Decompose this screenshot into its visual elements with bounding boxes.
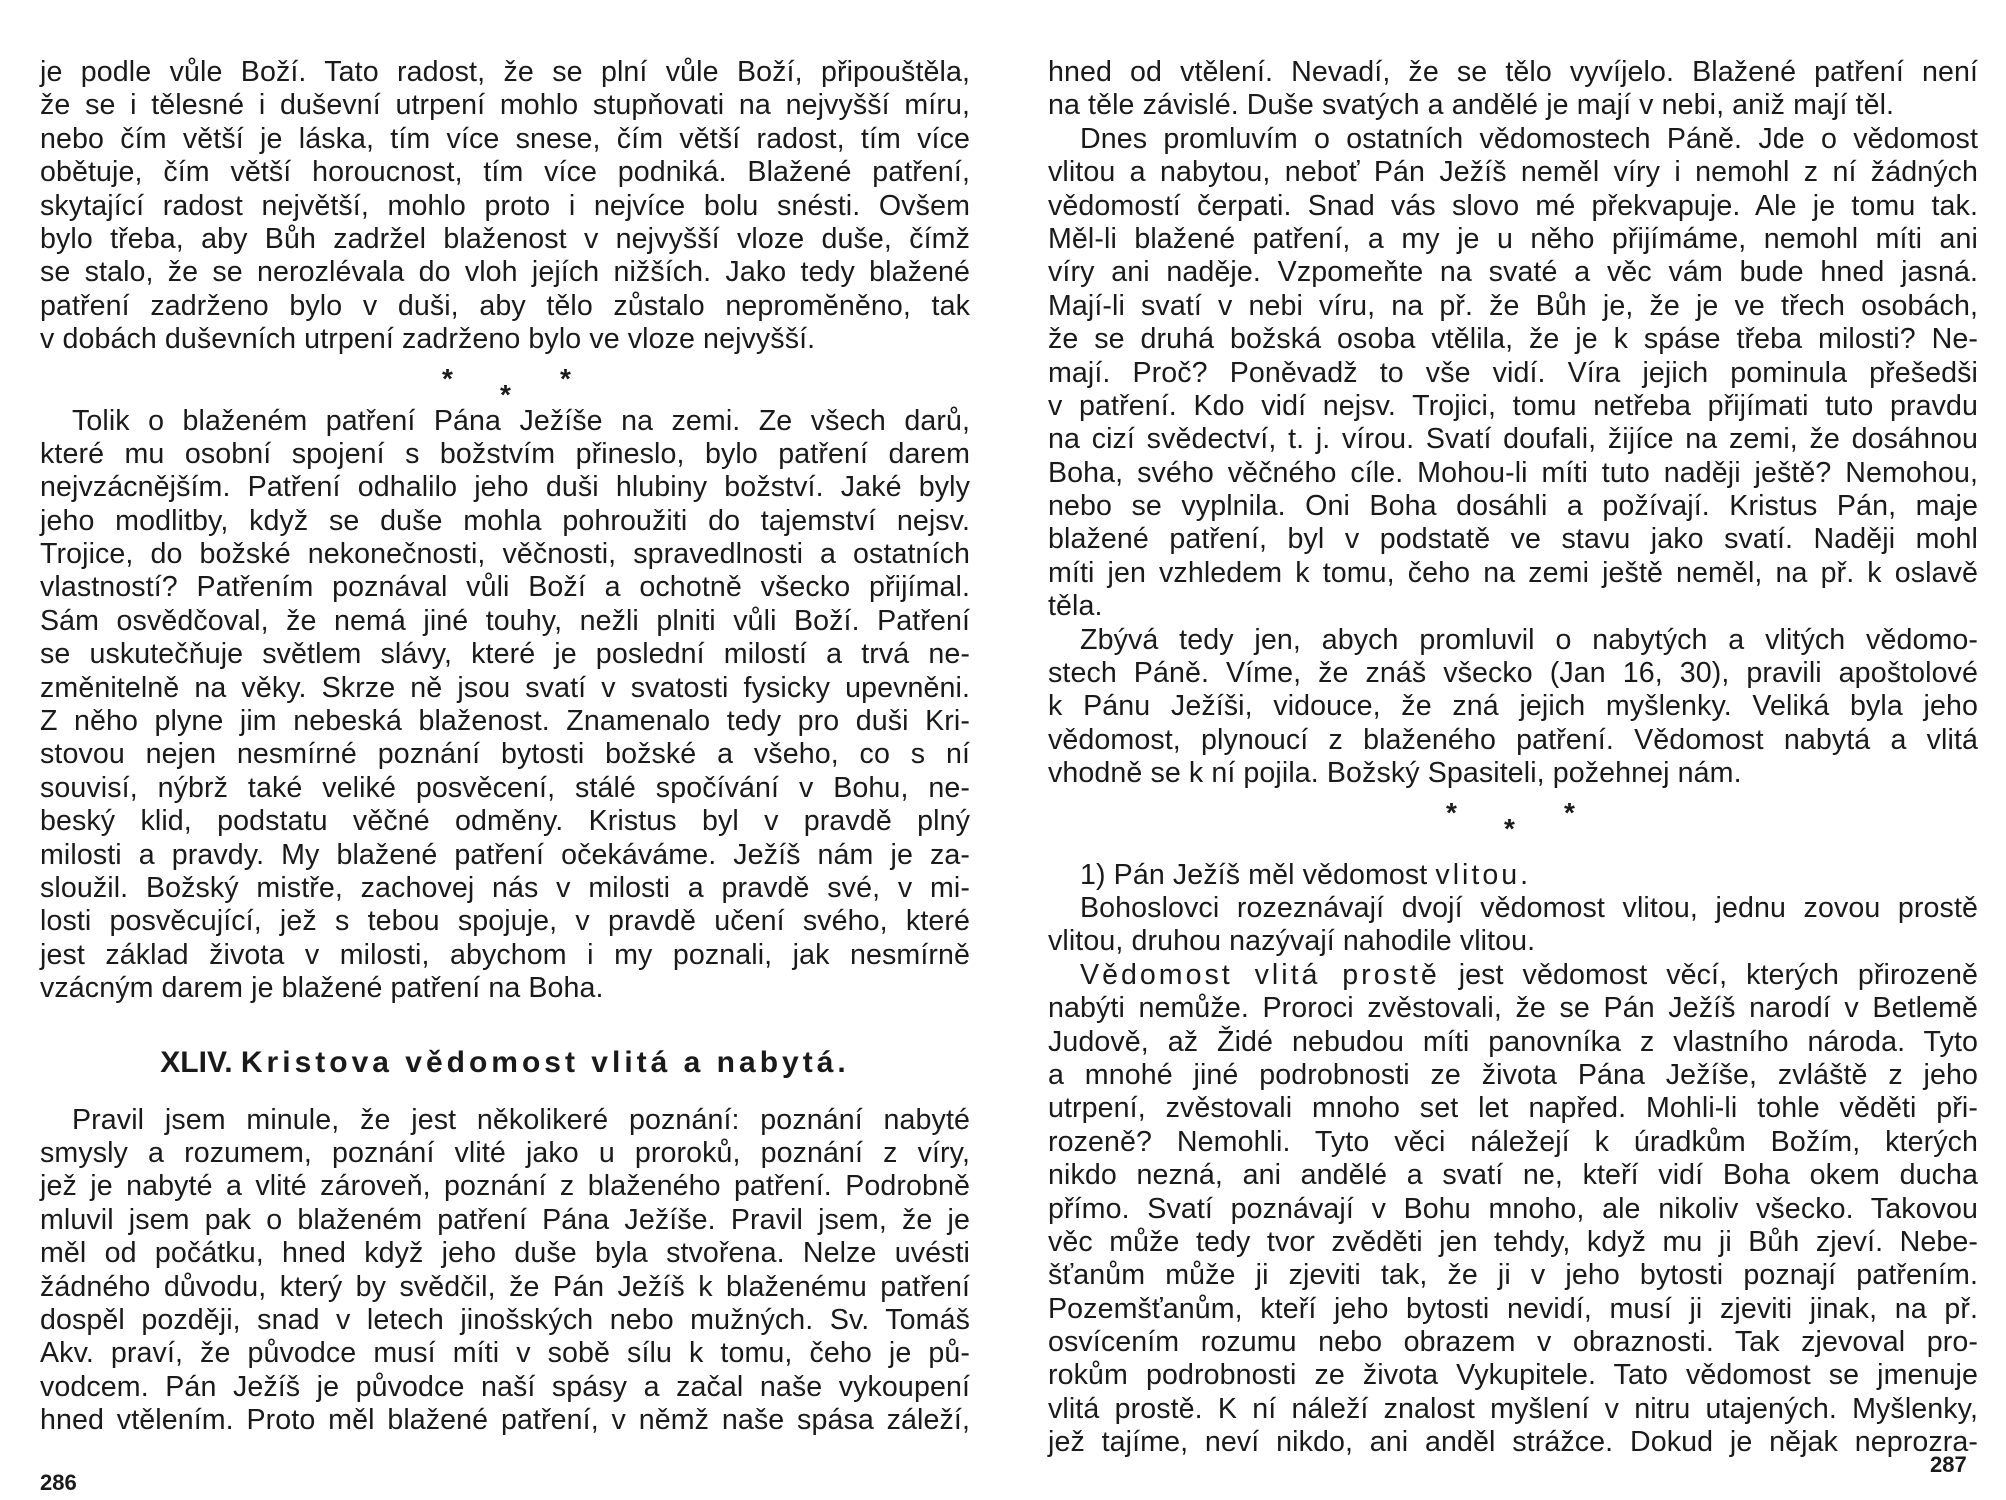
text-line: těla. [1048, 590, 1103, 623]
text-line: hned vtělením. Proto měl blažené patření, v němž naše spása záleží, [40, 1404, 970, 1437]
chapter-number: XLIV. [160, 1045, 233, 1079]
right-paragraph-2 [1048, 123, 1978, 624]
text-line: souvisí, nýbrž také veliké posvěcení, stálé spočívání v Bohu, ne- [40, 771, 970, 804]
left-paragraph-2 [40, 405, 970, 1006]
text-line: přímo. Svatí poznávají v Bohu mnoho, ale nikoliv všecko. Takovou [1048, 1192, 1978, 1225]
text-line: k Pánu Ježíši, vidouce, že zná jejich myšlenky. Veliká byla jeho [1048, 690, 1978, 723]
text-line: Pravil jsem minule, že jest několikeré poznání: poznání nabyté [72, 1103, 970, 1136]
text-line: utrpení, zvěstovali mnoho set let napřed. Mohli-li tohle věděti při- [1048, 1092, 1978, 1125]
separator-asterisk: * [1504, 812, 1515, 844]
right-paragraph-5 [1048, 959, 1978, 1460]
page-number-left: 286 [40, 1470, 77, 1495]
text-line: Trojice, do božské nekonečnosti, věčnosti, spravedlnosti a ostatních [40, 538, 970, 571]
text-line: vlitou, druhou nazývají nahodile vlitou. [1048, 925, 1536, 958]
text-line: osvícením rozumu nebo obrazem v obraznosti. Tak zjevoval pro- [1048, 1326, 1978, 1359]
text-line: smysly a rozumem, poznání vlité jako u proroků, poznání z víry, [40, 1136, 970, 1169]
text-line: v dobách duševních utrpení zadrženo bylo ve vloze nejvyšší. [40, 323, 816, 356]
right-page [1048, 56, 1978, 1460]
text-line: skytající radost největší, mohlo proto i nejvíce bolu snésti. Ovšem [40, 189, 970, 222]
para-5-spaced: Vědomost vlitá prostě [1080, 958, 1440, 991]
text-line: Zbývá tedy jen, abych promluvil o nabytých a vlitých vědomo- [1080, 623, 1978, 656]
text-line: vědomost, plynoucí z blaženého patření. Vědomost nabytá a vlitá [1048, 723, 1978, 756]
text-line: patření zadrženo bylo v duši, aby tělo zůstalo nepromĕněno, tak [40, 289, 970, 322]
text-line: milosti a pravdy. My blažené patření očekáváme. Ježíš nám je za- [40, 838, 970, 871]
section-separator [40, 357, 970, 410]
text-line: vodcem. Pán Ježíš je původce naší spásy a začal naše vykoupení [40, 1370, 970, 1403]
text-line: blažené patření, byl v podstatě ve stavu jako svatí. Naději mohl [1048, 523, 1978, 556]
text-line: bylo třeba, aby Bůh zadržel blaženost v nejvyšší vloze duše, čímž [40, 222, 970, 255]
text-line: se stalo, že se nerozlévala do vloh jejích nižších. Jako tedy blažené [40, 256, 970, 289]
right-paragraph-1 [1048, 56, 1978, 123]
text-line: beský klid, podstatu věčné odměny. Kristus byl v pravdě plný [40, 805, 970, 838]
text-line: Judově, až Židé nebudou míti panovníka z vlastního národa. Tyto [1048, 1025, 1978, 1058]
right-point-1 [1048, 859, 1978, 892]
text-line: Pozemšťanům, kteří jeho bytosti nevidí, musí ji zjeviti jinak, na př. [1048, 1292, 1978, 1325]
text-line: hned od vtělení. Nevadí, že se tělo vyvíjelo. Blažené patření není [1048, 56, 1978, 88]
chapter-title: Kristova vědomost vlitá a nabytá. [240, 1045, 850, 1079]
left-paragraph-1 [40, 56, 970, 357]
text-line: Boha, svého věčného cíle. Mohou-li míti tuto naději ještě? Nemohou, [1048, 456, 1978, 489]
text-line: vědomostí čerpati. Snad vás slovo mé překvapuje. Ale je tomu tak. [1048, 189, 1978, 222]
text-line: Mají-li svatí v nebi víru, na př. že Bůh je, že je ve třech osobách, [1048, 289, 1978, 322]
right-paragraph-4 [1048, 892, 1978, 959]
text-line: dospěl později, snad v letech jinošských nebo mužných. Sv. Tomáš [40, 1303, 970, 1336]
text-line: nebo se vyplnila. Oni Boha dosáhli a požívají. Kristus Pán, maje [1048, 490, 1978, 523]
text-line: které mu osobní spojení s božstvím přineslo, bylo patření darem [40, 437, 970, 470]
text-line: jež tajíme, neví nikdo, ani anděl strážce. Dokud je nějak neprozra- [1048, 1426, 1978, 1459]
text-line: mluvil jsem pak o blaženém patření Pána Ježíše. Pravil jsem, že je [40, 1203, 970, 1236]
text-line: Akv. praví, že původce musí míti v sobě sílu k tomu, čeho je pů- [40, 1337, 970, 1370]
para-5-first-rest: jest vědomost věcí, kterých přirozeně [1458, 958, 1978, 991]
text-line: Z něho plyne jim nebeská blaženost. Znamenalo tedy pro duši Kri- [40, 705, 970, 738]
text-line: jež je nabyté a vlité zároveň, poznání z blaženého patření. Podrobně [40, 1170, 970, 1203]
text-line: žádného důvodu, který by svědčil, že Pán Ježíš k blaženému patření [40, 1270, 970, 1303]
separator-asterisk: * [442, 362, 453, 394]
text-line: vhodně se k ní pojila. Božský Spasiteli, požehnej nám. [1048, 757, 1742, 790]
text-line: šťanům může ji zjeviti tak, že ji v jeho bytosti poznají patřením. [1048, 1259, 1978, 1292]
text-line: jest základ života v milosti, abychom i my poznali, jak nesmírně [40, 938, 970, 971]
text-line: se uskutečňuje světlem slávy, které je poslední milostí a trvá ne- [40, 638, 970, 671]
text-line: a mnohé jiné podrobnosti ze života Pána Ježíše, zvláště z jeho [1048, 1058, 1978, 1091]
text-line: Sám osvědčoval, že nemá jiné touhy, nežli plniti vůli Boží. Patření [40, 604, 970, 637]
right-paragraph-3 [1048, 624, 1978, 791]
text-line: Měl-li blažené patření, a my je u něho přijímáme, nemohl míti ani [1048, 222, 1978, 255]
text-line: věc může tedy tvor zvěděti jen tehdy, když mu ji Bůh zjeví. Nebe- [1048, 1225, 1978, 1258]
separator-asterisk: * [500, 378, 511, 410]
section-separator [1048, 791, 1978, 844]
text-line: losti posvěcující, jež s tebou spojuje, v pravdě učení svého, které [40, 905, 970, 938]
text-line: sloužil. Božský mistře, zachovej nás v milosti a pravdě své, v mi- [40, 871, 970, 904]
text-line: mají. Proč? Poněvadž to vše vidí. Víra jejich pominula přešedši [1048, 356, 1978, 389]
text-line: jeho modlitby, když se duše mohla pohroužiti do tajemství nejsv. [40, 504, 970, 537]
text-line: nejvzácnějším. Patření odhalilo jeho duši hlubiny božství. Jaké byly [40, 471, 970, 504]
text-line: rokům podrobnosti ze života Vykupitele. Tato vědomost se jmenuje [1048, 1359, 1978, 1392]
text-line: stovou nejen nesmírné poznání bytosti božské a všeho, co s ní [40, 738, 970, 771]
point-1-spaced: vlitou. [1435, 858, 1532, 891]
text-line: v patření. Kdo vidí nejsv. Trojici, tomu netřeba přijímati tuto pravdu [1048, 389, 1978, 422]
text-line [1048, 959, 1978, 992]
text-line: vlitou a nabytou, neboť Pán Ježíš neměl víry i nemohl z ní žádných [1048, 156, 1978, 189]
text-line: že se i tělesné i duševní utrpení mohlo stupňovati na nejvyšší míru, [40, 89, 970, 122]
text-line: Bohoslovci rozeznávají dvojí vědomost vlitou, jednu zovou prostě [1080, 891, 1978, 924]
separator-asterisk: * [560, 362, 571, 394]
text-line: nabýti nemůže. Proroci zvěstovali, že se Pán Ježíš narodí v Betlemě [1048, 992, 1978, 1025]
text-line: na těle závislé. Duše svatých a andělé je mají v nebi, aniž mají těl. [1048, 89, 1895, 122]
text-line: je podle vůle Boží. Tato radost, že se plní vůle Boží, připouštěla, [40, 56, 970, 88]
text-line: nikdo nezná, ani andělé a svatí ne, kteří vidí Boha okem ducha [1048, 1159, 1978, 1192]
text-line: měl od počátku, hned když jeho duše byla stvořena. Nelze uvésti [40, 1237, 970, 1270]
text-line: na cizí svědectví, t. j. vírou. Svatí doufali, žijíce na zemi, že dosáhnou [1048, 423, 1978, 456]
text-line [1048, 859, 1978, 892]
text-line: že se druhá božská osoba vtělila, že je k spáse třeba milosti? Ne- [1048, 323, 1978, 356]
text-line: víry ani naděje. Vzpomeňte na svaté a věc vám bude hned jasná. [1048, 256, 1978, 289]
left-page [40, 56, 970, 1437]
text-line: obětuje, čím větší horoucnost, tím více podniká. Blažené patření, [40, 156, 970, 189]
text-line: vlitá prostě. K ní náleží znalost myšlení v nitru utajených. Myšlenky, [1048, 1392, 1978, 1425]
point-1-prefix: 1) Pán Ježíš měl vědomost [1080, 858, 1428, 891]
separator-asterisk: * [1446, 796, 1457, 828]
text-line: vlastností? Patřením poznával vůli Boží a ochotně všecko přijímal. [40, 571, 970, 604]
separator-asterisk: * [1564, 796, 1575, 828]
text-line: míti jen vzhledem k tomu, čeho na zemi ještě neměl, na př. k oslavě [1048, 556, 1978, 589]
text-line: rozeně? Nemohli. Tyto věci náležejí k úradkům Božím, kterých [1048, 1125, 1978, 1158]
text-line: změnitelně na věky. Skrze ně jsou svatí v svatosti fysicky upevněni. [40, 671, 970, 704]
left-paragraph-3 [40, 1104, 970, 1438]
text-line: stech Páně. Víme, že znáš všecko (Jan 16, 30), pravili apoštolové [1048, 657, 1978, 690]
page-number-right: 287 [1930, 1452, 1967, 1477]
text-line: Dnes promluvím o ostatních vědomostech Páně. Jde o vědomost [1080, 122, 1978, 155]
text-line: nebo čím větší je láska, tím více snese, čím větší radost, tím více [40, 122, 970, 155]
text-line: Tolik o blaženém patření Pána Ježíše na zemi. Ze všech darů, [72, 404, 970, 437]
chapter-heading [40, 1030, 970, 1096]
text-line: vzácným darem je blažené patření na Boha. [40, 972, 604, 1005]
